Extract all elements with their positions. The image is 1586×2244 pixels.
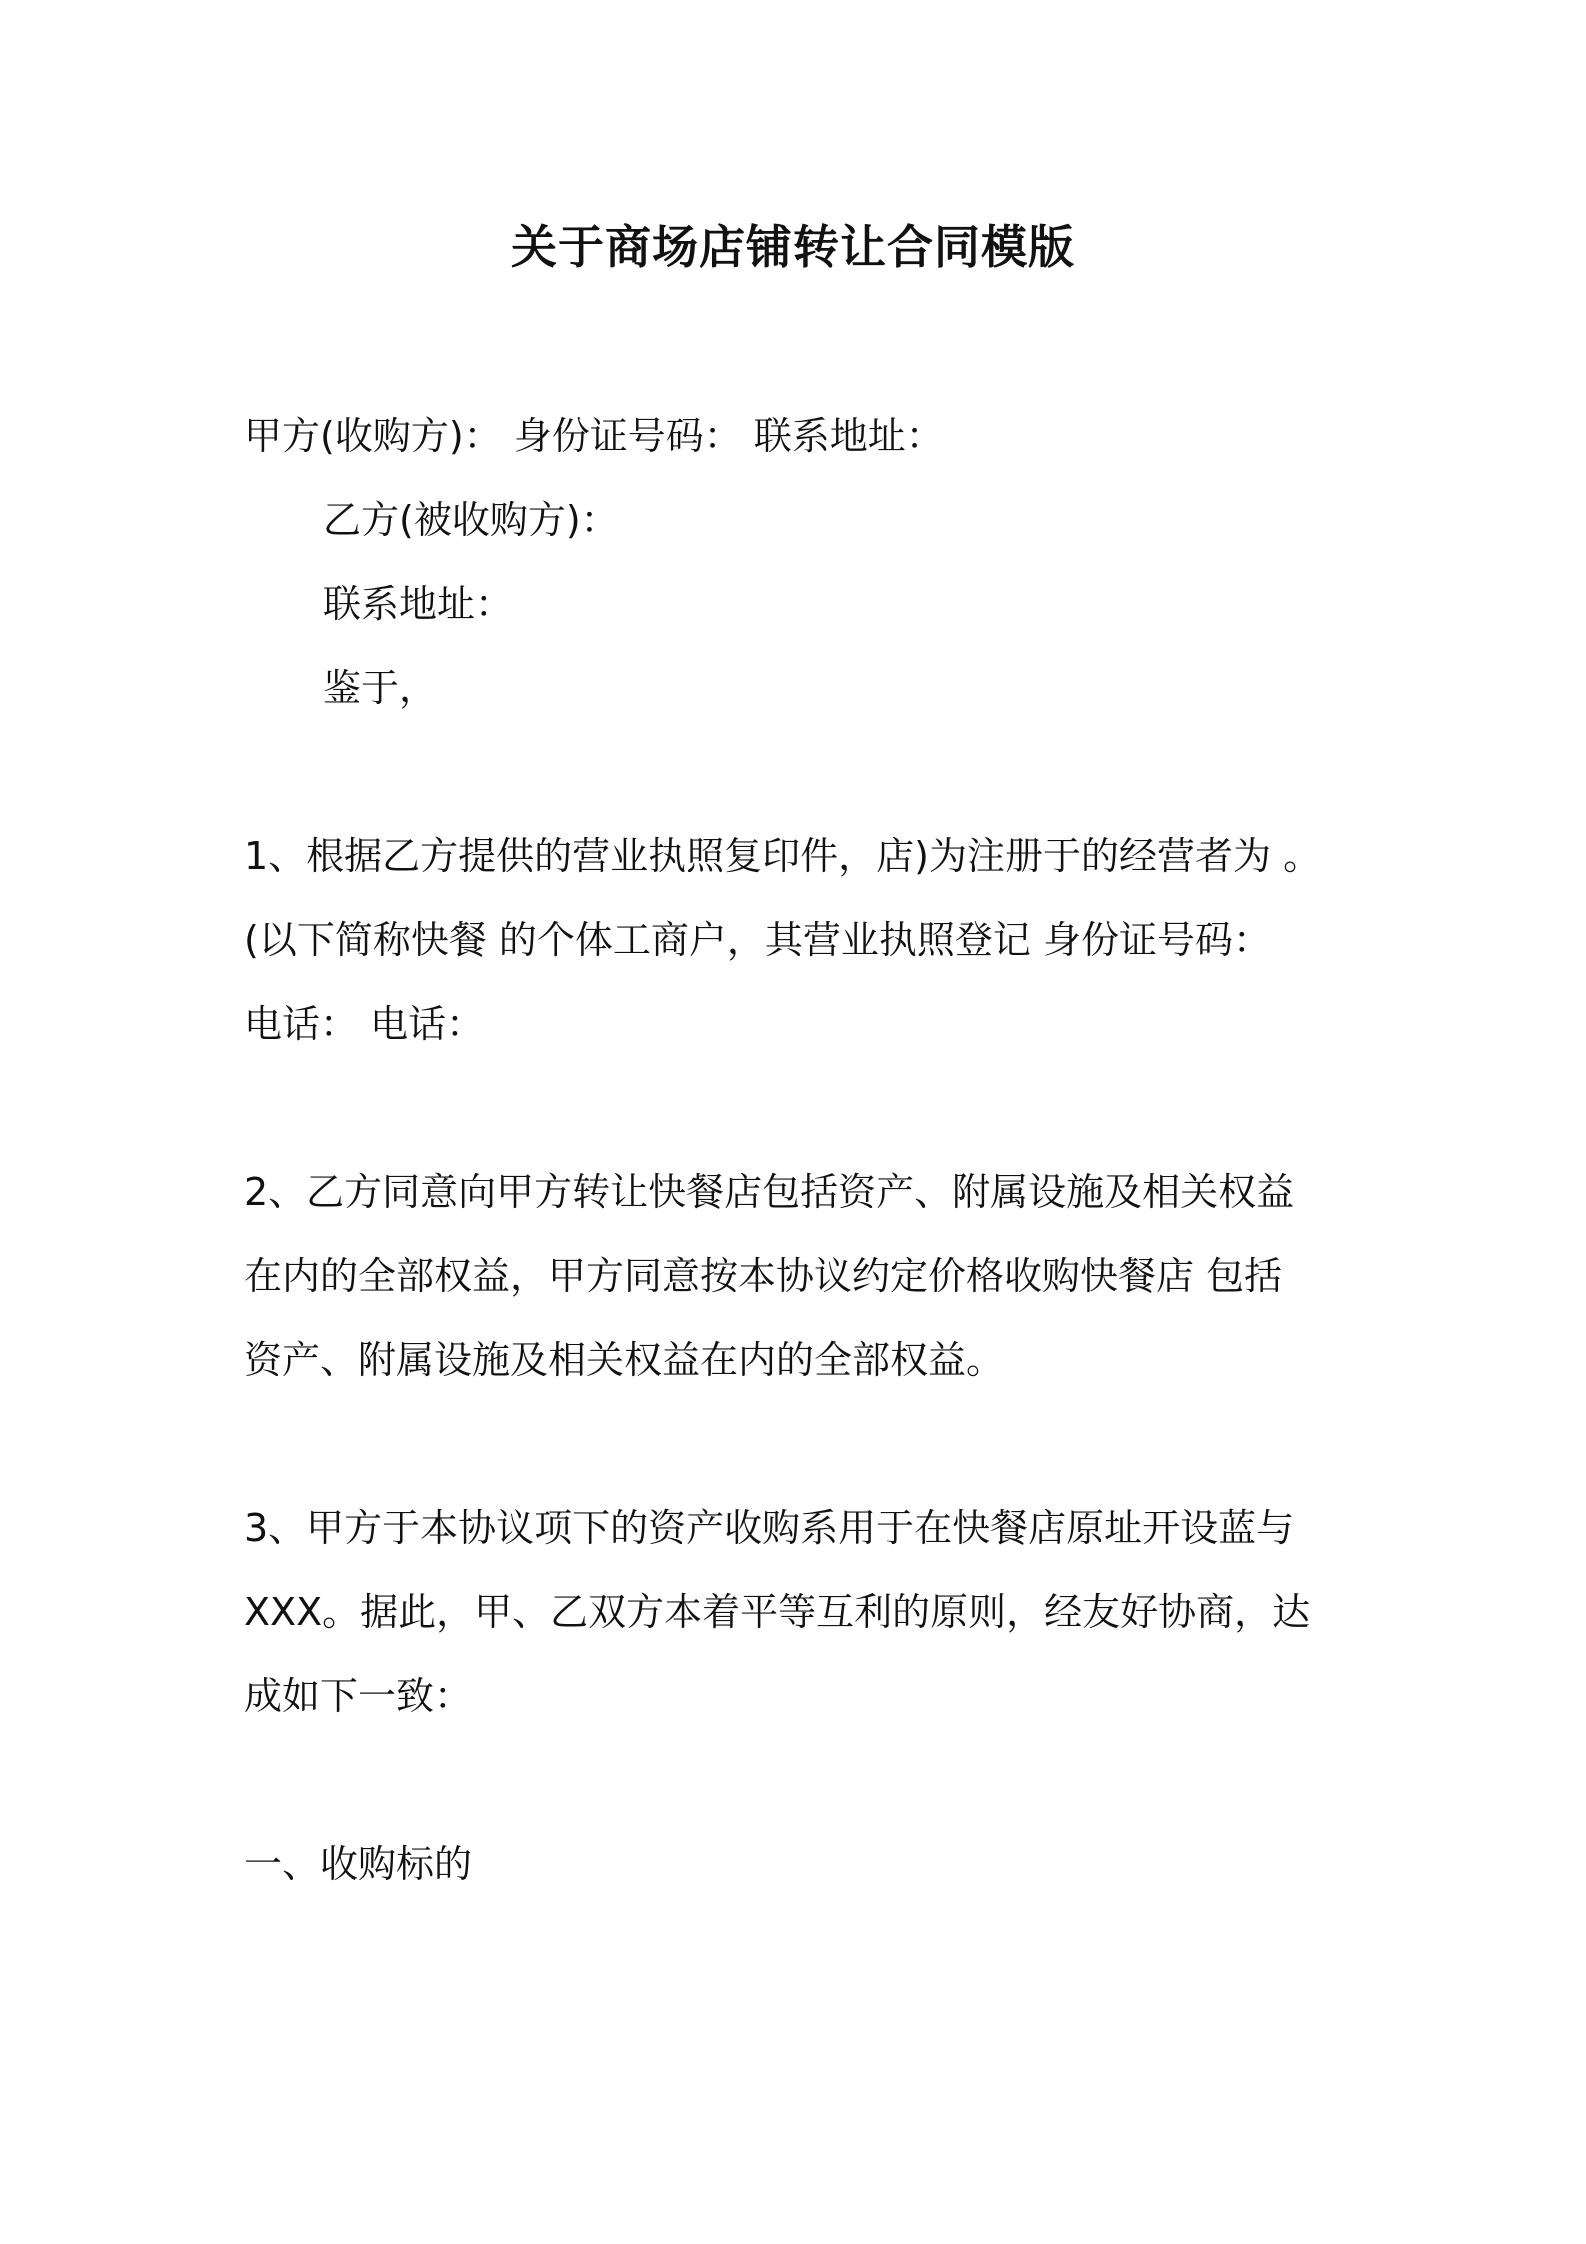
clause-3-line-3: 成如下一致： [244,1674,473,1718]
clause-1-line-1: 1、根据乙方提供的营业执照复印件，店)为注册于的经营者为 。 [244,834,1322,878]
clause-1-line-3: 电话： 电话： [244,1002,485,1046]
clause-2-line-1: 2、乙方同意向甲方转让快餐店包括资产、附属设施及相关权益 [244,1170,1295,1214]
clause-2-line-2: 在内的全部权益，甲方同意按本协议约定价格收购快餐店 包括 [244,1254,1283,1298]
document-title: 关于商场店铺转让合同模版 [511,220,1075,274]
clause-3-line-1: 3、甲方于本协议项下的资产收购系用于在快餐店原址开设蓝与 [244,1506,1295,1550]
clause-1-line-2: (以下简称快餐 的个体工商户，其营业执照登记 身份证号码： [244,918,1271,962]
clause-2-line-3: 资产、附属设施及相关权益在内的全部权益。 [244,1338,1005,1382]
party-b-line: 乙方(被收购方)： [323,498,619,542]
address-line: 联系地址： [323,582,514,626]
party-a-line: 甲方(收购方)： 身份证号码： 联系地址： [244,414,944,458]
section-heading: 一、收购标的 [244,1842,473,1886]
whereas-line: 鉴于， [323,666,438,710]
clause-3-line-2: XXX。据此，甲、乙双方本着平等互利的原则，经友好协商，达 [244,1590,1311,1634]
